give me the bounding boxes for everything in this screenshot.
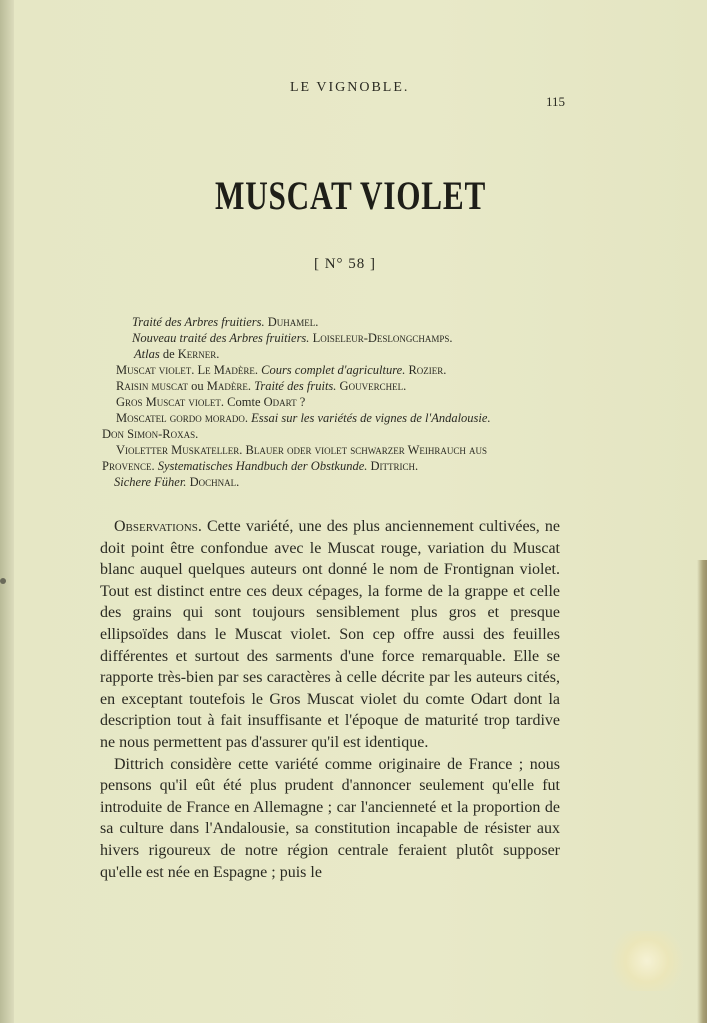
- reference-segment: Atlas: [134, 347, 160, 361]
- reference-segment: Cours complet d'agriculture.: [257, 363, 406, 377]
- gutter-shadow: [0, 0, 14, 1023]
- page-title: MUSCAT VIOLET: [214, 173, 487, 218]
- reference-segment: Madère.: [206, 379, 251, 393]
- observations-text: [100, 516, 560, 883]
- reference-segment: Moscatel gordo morado.: [116, 411, 248, 425]
- reference-segment: Don Simon-Roxas.: [102, 427, 199, 441]
- reference-line: [102, 426, 572, 442]
- reference-segment: Raisin muscat: [116, 379, 188, 393]
- reference-segment: Muscat violet. Le Madère.: [116, 363, 258, 377]
- reference-line: [102, 330, 572, 346]
- paragraph-2: Dittrich considère cette variété comme originaire de France ; nous pensons qu'il eût été plus prudent d'annoncer seulement qu'elle fut introduite de France en Allemagne ; car l'ancienneté et la proportion de sa culture dans l'Andalousie, sa constitution incapable de résister aux hivers rigoureux de notre région centrale feraient plutôt supposer qu'elle est née en Espagne ; puis le: [100, 755, 560, 881]
- reference-segment: Rozier.: [405, 363, 447, 377]
- reference-segment: Essai sur les variétés de vignes de l'Andalousie.: [248, 411, 491, 425]
- reference-line: [102, 346, 572, 362]
- reference-line: [102, 362, 572, 378]
- reference-segment: Gouverchel.: [336, 379, 407, 393]
- reference-segment: Kerner.: [177, 347, 220, 361]
- reference-segment: Sichere Füher.: [114, 475, 187, 489]
- reference-segment: Traité des Arbres fruitiers.: [132, 315, 265, 329]
- margin-mark: [0, 578, 6, 584]
- page-number: 115: [546, 94, 566, 109]
- reference-line: [102, 378, 572, 394]
- reference-segment: Nouveau traité des Arbres fruitiers.: [132, 331, 310, 345]
- reference-segment: Loiseleur-Deslongchamps.: [309, 331, 453, 345]
- reference-segment: Comte: [224, 395, 264, 409]
- paragraph-1: [100, 516, 560, 754]
- reference-segment: Duhamel.: [264, 315, 319, 329]
- reference-line: [102, 474, 572, 490]
- reference-line: [102, 410, 572, 426]
- variety-number: [ N° 58 ]: [313, 256, 377, 272]
- library-stamp: [611, 931, 691, 991]
- synonym-references: [102, 314, 572, 490]
- reference-segment: Dittrich.: [367, 459, 419, 473]
- reference-segment: de: [159, 347, 178, 361]
- reference-line: [102, 458, 572, 474]
- reference-segment: Odart ?: [263, 395, 306, 409]
- reference-segment: Violetter Muskateller. Blauer oder violet schwarzer Weihrauch aus: [116, 443, 488, 457]
- reference-line: [102, 314, 572, 330]
- page-edge-stain: [697, 560, 707, 1023]
- reference-segment: Provence.: [102, 459, 155, 473]
- reference-segment: ou: [187, 379, 207, 393]
- observations-lead: Observations.: [114, 518, 202, 535]
- running-head: LE VIGNOBLE.: [290, 80, 410, 95]
- reference-line: [102, 394, 572, 410]
- reference-segment: Systematisches Handbuch der Obstkunde.: [154, 459, 368, 473]
- reference-segment: Gros Muscat violet.: [116, 395, 225, 409]
- reference-segment: Dochnal.: [186, 475, 240, 489]
- paragraph-1-text: Cette variété, une des plus anciennement cultivées, ne doit point être confondue avec le Muscat rouge, variation du Muscat blanc auquel quelques auteurs ont donné le nom de Frontignan violet. Tout est distinct entre ces deux cépages, la forme de la grappe et celle des grains qui sont toujours sensiblement plus gros et presque ellipsoïdes dans le Muscat violet. Son cep offre aussi des feuilles différentes et surtout des sarments d'une force remarquable. Elle se rapporte très-bien par ses caractères à celle décrite par les auteurs cités, en exceptant toutefois le Gros Muscat violet du comte Odart dont la description tout à fait insuffisante et l'époque de maturité trop tardive ne nous permettent pas d'assurer qu'il est identique.: [100, 518, 560, 751]
- reference-line: [102, 442, 572, 458]
- reference-segment: Traité des fruits.: [250, 379, 337, 393]
